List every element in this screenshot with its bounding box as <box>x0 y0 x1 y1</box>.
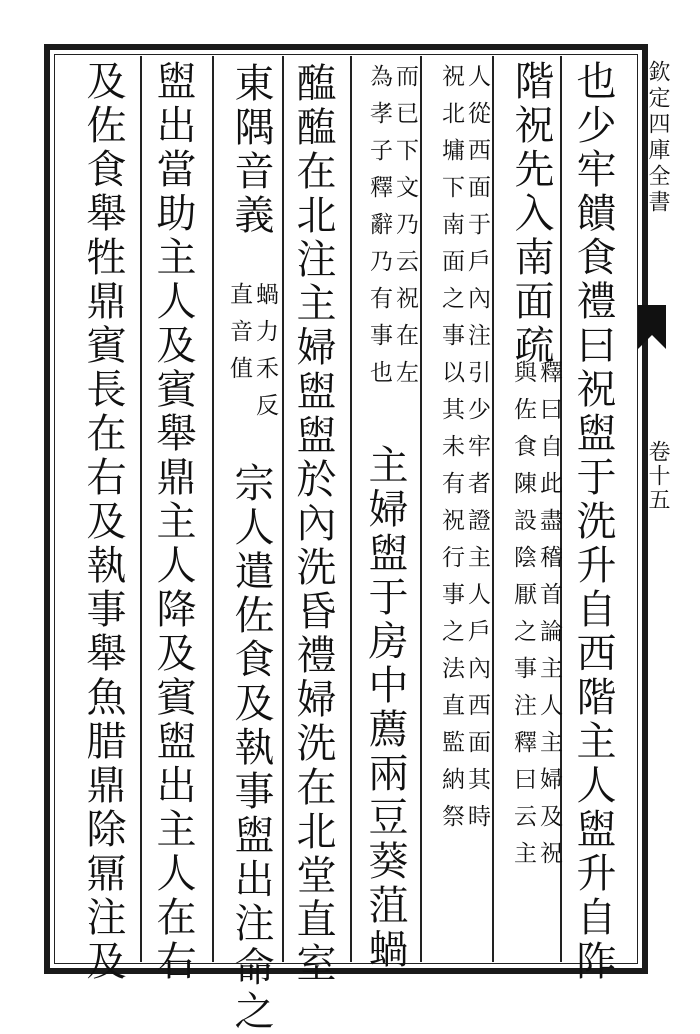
gloss-line: 與佐食陳設陰厭之事注釋曰云主 <box>510 360 536 878</box>
text-column-1: 也少牢饋食禮曰祝盥于洗升自西階主人盥升自阼 <box>570 60 616 984</box>
text-column-7: 盥出當助主人及賓舉鼎主人降及賓盥出主人在右 <box>150 60 196 984</box>
gloss-line: 祝北墉下南面之事以其未有祝行事之法直監納祭 <box>438 64 464 841</box>
gloss-line: 而已下文乃云祝在左 <box>392 64 418 397</box>
gloss-line: 釋曰自此盡稽首論主人主婦及祝 <box>536 360 562 878</box>
column-2-main: 階祝先入南面疏 <box>508 60 554 368</box>
column-2-gloss <box>510 360 562 960</box>
column-6-gloss <box>226 282 278 462</box>
column-rule <box>212 56 214 962</box>
text-column-3 <box>428 64 490 970</box>
column-4-gloss <box>366 64 418 444</box>
gloss-line: 蝸力禾反 <box>252 282 278 430</box>
text-column-8: 及佐食舉牲鼎賓長在右及執事舉魚腊鼎除鼏注及 <box>80 60 126 984</box>
book-title: 欽定四庫全書 <box>645 60 670 216</box>
column-rule <box>420 56 422 962</box>
gloss-line: 為孝子釋辭乃有事也 <box>366 64 392 397</box>
column-rule <box>492 56 494 962</box>
column-rule <box>140 56 142 962</box>
column-6-main-2: 宗人遣佐食及執事盥出注命之 <box>228 462 274 1034</box>
gloss-line: 人從西面于戶內注引少牢者證主人戶內西面其時 <box>464 64 490 841</box>
text-column-5: 醢醢在北注主婦盥盥於內洗昏禮婦洗在北堂直室 <box>290 62 336 986</box>
column-4-main: 主婦盥于房中薦兩豆葵菹蝸 <box>362 444 408 972</box>
gloss-line: 直音值 <box>226 282 252 393</box>
text-column-6 <box>218 62 282 1034</box>
fishtail-mark-icon <box>636 305 668 355</box>
text-column-4 <box>356 64 420 970</box>
text-column-2 <box>498 60 562 966</box>
column-6-main: 東隅音義 <box>228 62 274 238</box>
column-rule <box>350 56 352 962</box>
juan-number: 卷十五 <box>645 440 670 512</box>
column-rule <box>282 56 284 962</box>
